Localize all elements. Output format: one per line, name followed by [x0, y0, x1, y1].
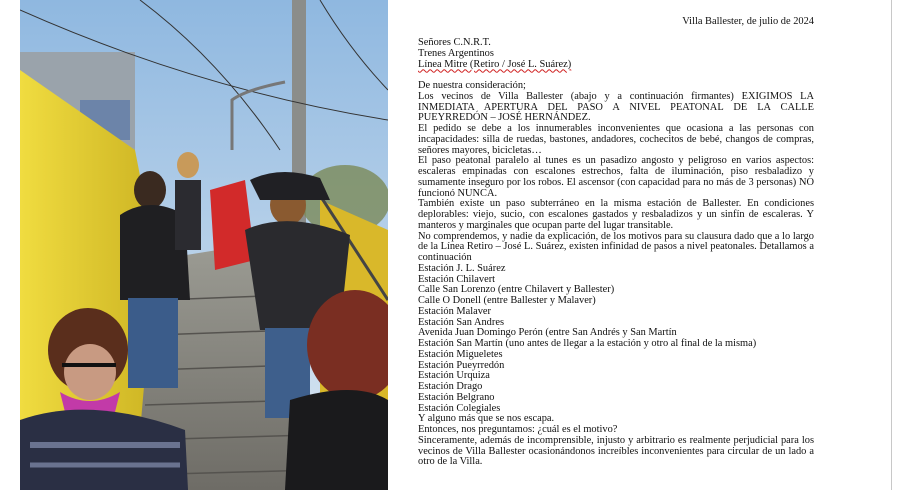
- crossing-item: Calle O Donell (entre Ballester y Malaver): [418, 295, 596, 306]
- paragraph: No comprendemos, y nadie da explicación, de los motivos para su clausura dado que a lo largo de la Línea Retiro – José L. Suárez, existen infinidad de pasos a nivel peatonales. Detallamos a continuación: [418, 230, 814, 263]
- crossing-item: Estación Colegiales: [418, 402, 501, 414]
- crossing-item: Estación Migueletes: [418, 348, 503, 360]
- letter-page: [388, 0, 892, 490]
- paragraph: El paso peatonal paralelo al tunes es un pasadizo angosto y peligroso en varios aspectos: escaleras empinadas con escalones estrechos, falta de iluminación, piso resbaladizo y sumamente inseguro por los robos. El ascensor (con capacidad para no más de 3 personas) NO funcionó NUNCA.: [418, 155, 814, 199]
- paragraph: El pedido se debe a los innumerables inconvenientes que ocasiona a las personas con incapacidades: silla de ruedas, bastones, andadores, cochecitos de bebé, changos de compras, señores mayores, bicicletas…: [418, 123, 814, 156]
- paragraph: También existe un paso subterráneo en la misma estación de Ballester. En condiciones deplorables: viejo, sucio, con escalones gastados y resbaladizos y un sinfín de escaleras. Y manteros y marginales que ocupan parte del lugar transitable.: [418, 198, 814, 231]
- photo-icon: [20, 0, 388, 490]
- crossing-item: Estación Pueyrredón: [418, 359, 505, 371]
- addressee-line: Señores C.N.R.T.: [418, 37, 491, 48]
- crossing-item: Estación Belgrano: [418, 391, 495, 403]
- crossing-item: Estación Malaver: [418, 305, 491, 317]
- place-date: Villa Ballester, de julio de 2024: [682, 16, 814, 27]
- page-edge-divider: [891, 0, 892, 490]
- crossing-item: Estación Urquiza: [418, 370, 490, 382]
- closing-paragraph: Sinceramente, además de incomprensible, injusto y arbitrario es realmente perjudicial para los vecinos de Villa Ballester ocasionándonos increíbles inconvenientes para circular de un lado a otro de la Villa.: [418, 434, 814, 468]
- crossing-item: Estación J. L. Suárez: [418, 262, 506, 274]
- closing-line: Y alguno más que se nos escapa.: [418, 413, 555, 425]
- paragraph: Los vecinos de Villa Ballester (abajo y a continuación firmantes) EXIGIMOS LA INMEDIATA APERTURA DEL PASO A NIVEL PEATONAL DE LA CALLE PUEYRREDÓN – JOSÉ HERNÁNDEZ.: [418, 90, 814, 124]
- greeting: De nuestra consideración;: [418, 80, 526, 91]
- crossing-item: Estación San Martín (uno antes de llegar a la estación y otro al final de la misma): [418, 338, 757, 349]
- closing-line: Entonces, nos preguntamos: ¿cuál es el motivo?: [418, 424, 618, 435]
- staircase-photo: [20, 0, 388, 490]
- addressee-line: [418, 60, 814, 71]
- crossing-item: Calle San Lorenzo (entre Chilavert y Ballester): [418, 284, 615, 296]
- addressee-line-text: Línea Mitre (Retiro / José L. Suárez): [418, 58, 572, 70]
- crossing-item: Estación Drago: [418, 381, 483, 392]
- addressee-line: Trenes Argentinos: [418, 47, 494, 59]
- crossing-item: Estación Chilavert: [418, 273, 496, 285]
- crossing-item: Avenida Juan Domingo Perón (entre San Andrés y San Martín: [418, 327, 677, 339]
- letter-body: [418, 38, 814, 468]
- crossing-item: Estación San Andres: [418, 316, 504, 328]
